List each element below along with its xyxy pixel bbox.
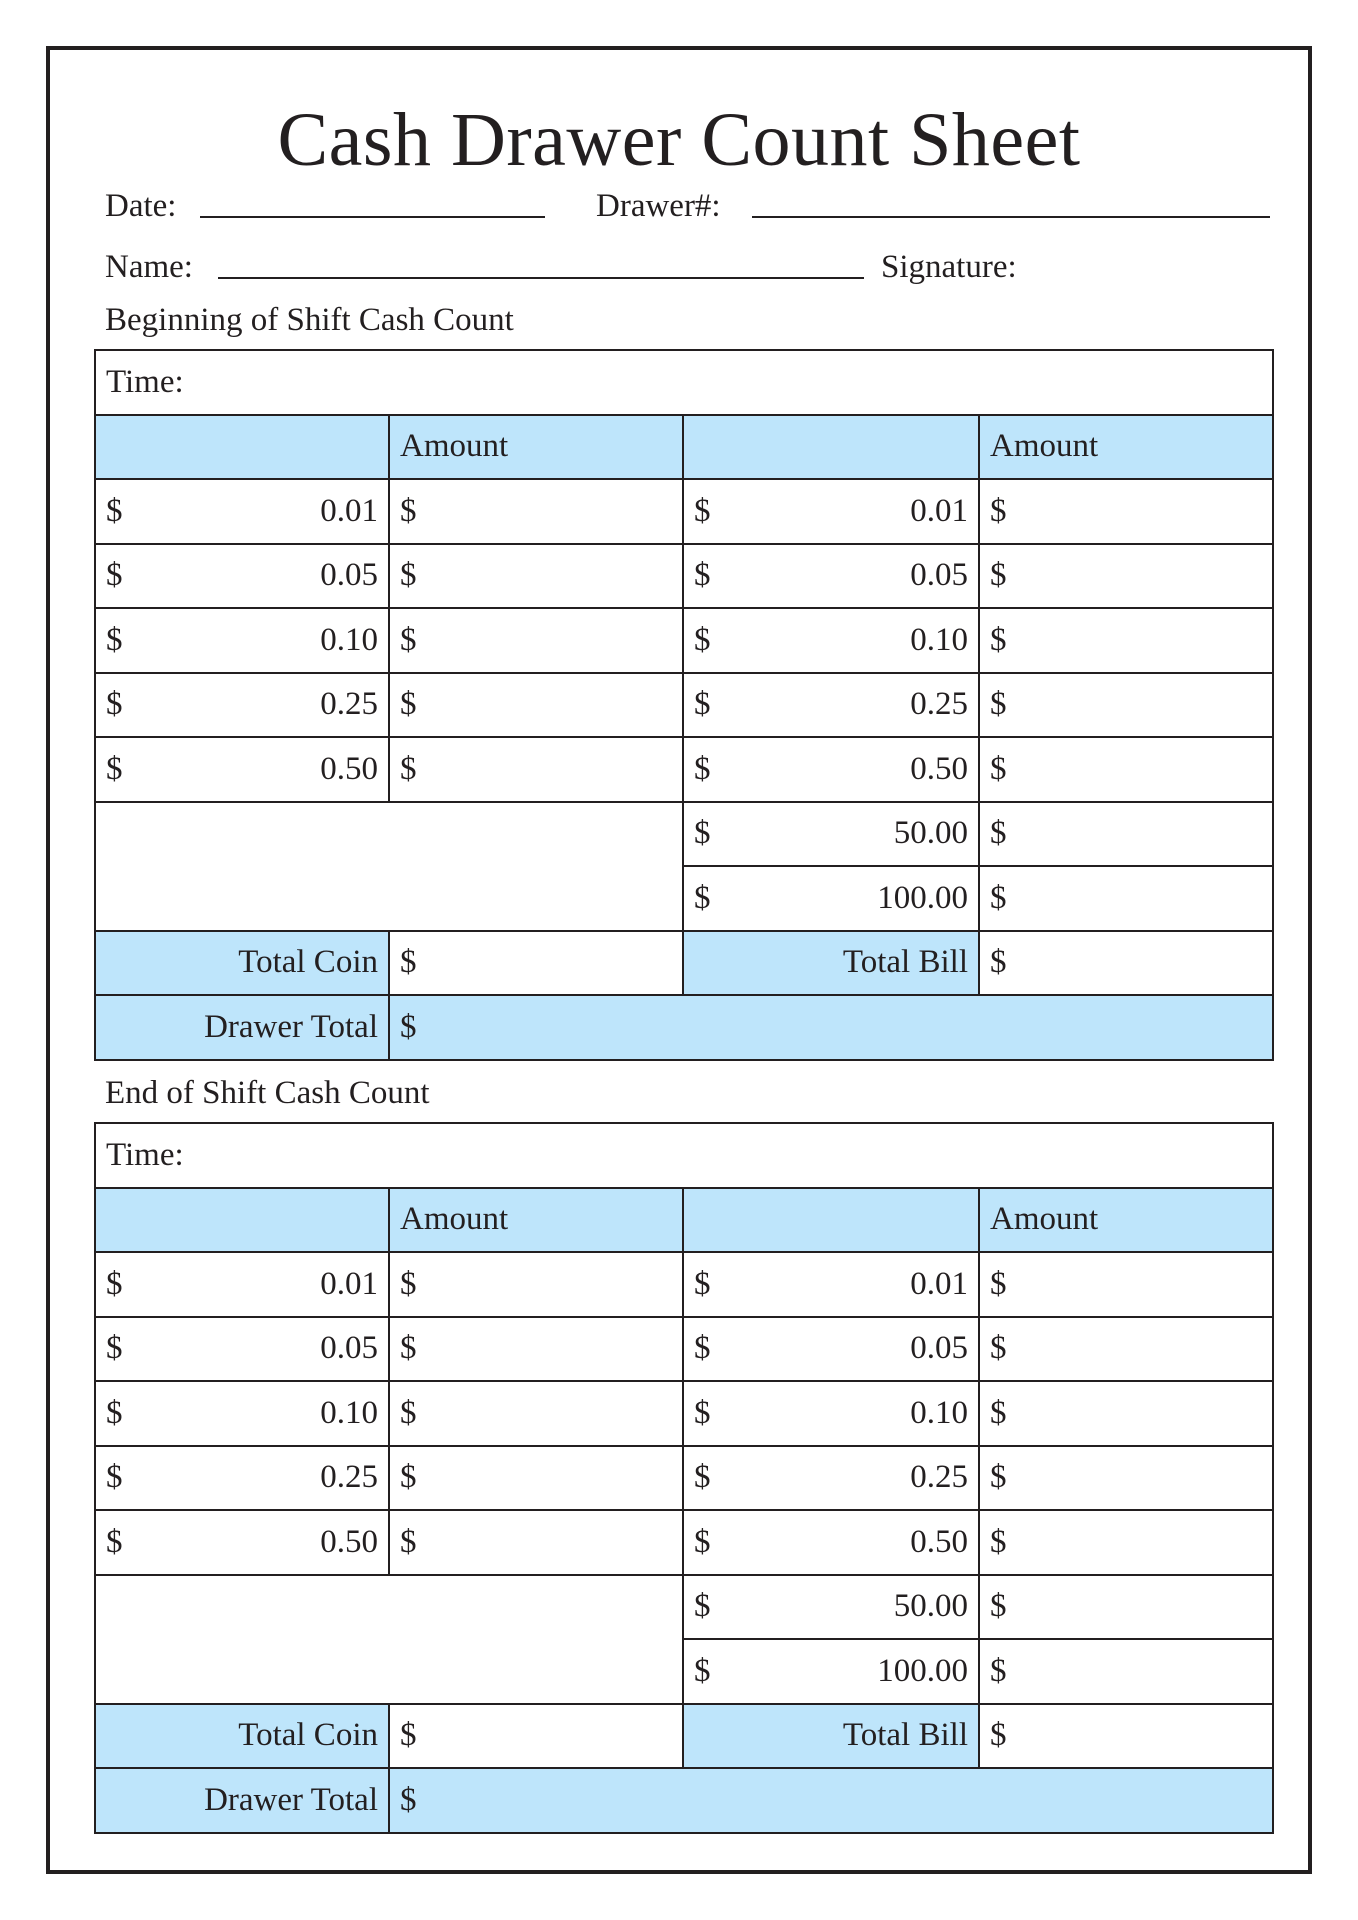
total-coin-label: Total Coin: [238, 1717, 378, 1754]
drawer-total-label: Drawer Total: [204, 1008, 378, 1045]
coin-denomination-value: 0.50: [320, 1523, 378, 1560]
bill-denomination-value: 0.25: [910, 1459, 968, 1496]
currency-symbol: $: [694, 1459, 711, 1496]
total-coin-amount-cell[interactable]: [389, 1704, 683, 1769]
totals-row: [95, 1704, 1273, 1769]
coin-denomination-cell: [95, 608, 389, 673]
currency-symbol: $: [990, 686, 1007, 723]
coin-amount-cell[interactable]: [389, 479, 683, 544]
total-bill-amount-cell[interactable]: [979, 931, 1273, 996]
bill-denomination-cell: [683, 1639, 979, 1704]
bill-denomination-cell: [683, 866, 979, 931]
total-bill-label: Total Bill: [842, 944, 968, 981]
name-label: Name:: [105, 249, 193, 285]
coin-denomination-cell: [95, 544, 389, 609]
cash-count-table-end: [94, 1122, 1274, 1834]
bill-denomination-value: 100.00: [877, 879, 968, 916]
bill-denomination-cell: [683, 1317, 979, 1382]
bill-denomination-value: 0.25: [910, 686, 968, 723]
empty-coin-area: [95, 1575, 683, 1704]
currency-symbol: $: [106, 1265, 123, 1302]
page-title: Cash Drawer Count Sheet: [277, 98, 1081, 182]
bill-denomination-value: 0.10: [910, 621, 968, 658]
coin-denomination-cell: [95, 1317, 389, 1382]
date-field[interactable]: [200, 216, 545, 218]
header-row: [95, 1188, 1273, 1253]
bill-denomination-cell: [683, 1446, 979, 1511]
coin-amount-cell[interactable]: [389, 1510, 683, 1575]
currency-symbol: $: [106, 1330, 123, 1367]
coin-denomination-value: 0.05: [320, 1330, 378, 1367]
currency-symbol: $: [400, 1717, 417, 1754]
currency-symbol: $: [106, 557, 123, 594]
date-label: Date:: [105, 188, 177, 224]
bill-amount-cell[interactable]: [979, 544, 1273, 609]
currency-symbol: $: [990, 1265, 1007, 1302]
currency-symbol: $: [400, 686, 417, 723]
currency-symbol: $: [694, 621, 711, 658]
bill-amount-cell[interactable]: [979, 1317, 1273, 1382]
table-row: [95, 737, 1273, 802]
bill-amount-cell[interactable]: [979, 608, 1273, 673]
currency-symbol: $: [106, 750, 123, 787]
denomination-header-coins: [95, 1188, 389, 1253]
currency-symbol: $: [400, 492, 417, 529]
table-row: [95, 1252, 1273, 1317]
denomination-header-coins: [95, 415, 389, 480]
signature-label: Signature:: [881, 249, 1017, 285]
currency-symbol: $: [106, 621, 123, 658]
bill-amount-cell[interactable]: [979, 1446, 1273, 1511]
drawer-number-field[interactable]: [752, 216, 1270, 218]
coin-amount-cell[interactable]: [389, 544, 683, 609]
currency-symbol: $: [990, 879, 1007, 916]
bill-amount-cell[interactable]: [979, 479, 1273, 544]
amount-header-label: Amount: [400, 428, 509, 465]
table-row: [95, 544, 1273, 609]
section-title-end: End of Shift Cash Count: [105, 1075, 430, 1111]
currency-symbol: $: [990, 557, 1007, 594]
currency-symbol: $: [694, 1394, 711, 1431]
currency-symbol: $: [106, 1523, 123, 1560]
currency-symbol: $: [400, 1523, 417, 1560]
bill-amount-cell[interactable]: [979, 1575, 1273, 1640]
drawer-total-row: [95, 995, 1273, 1060]
coin-denomination-cell: [95, 1446, 389, 1511]
coin-amount-cell[interactable]: [389, 1381, 683, 1446]
bill-amount-cell[interactable]: [979, 866, 1273, 931]
denomination-header-bills: [683, 1188, 979, 1253]
bill-denomination-value: 0.10: [910, 1394, 968, 1431]
coin-denomination-value: 0.10: [320, 1394, 378, 1431]
bill-amount-cell[interactable]: [979, 1381, 1273, 1446]
total-bill-label: Total Bill: [842, 1717, 968, 1754]
bill-amount-cell[interactable]: [979, 802, 1273, 867]
time-cell[interactable]: [95, 350, 1273, 415]
bill-denomination-value: 0.05: [910, 557, 968, 594]
drawer-total-label-cell: [95, 995, 389, 1060]
currency-symbol: $: [990, 815, 1007, 852]
currency-symbol: $: [990, 1330, 1007, 1367]
currency-symbol: $: [106, 686, 123, 723]
denomination-header-bills: [683, 415, 979, 480]
coin-denomination-value: 0.01: [320, 492, 378, 529]
currency-symbol: $: [694, 1523, 711, 1560]
bill-denomination-value: 0.50: [910, 1523, 968, 1560]
bill-amount-cell[interactable]: [979, 1252, 1273, 1317]
bill-amount-cell[interactable]: [979, 673, 1273, 738]
currency-symbol: $: [990, 1459, 1007, 1496]
coin-amount-cell[interactable]: [389, 737, 683, 802]
coin-denomination-cell: [95, 1252, 389, 1317]
coin-denomination-value: 0.01: [320, 1265, 378, 1302]
coin-denomination-cell: [95, 673, 389, 738]
currency-symbol: $: [400, 1781, 417, 1818]
time-label: Time:: [106, 1136, 184, 1173]
currency-symbol: $: [990, 492, 1007, 529]
coin-denomination-value: 0.25: [320, 686, 378, 723]
bill-denomination-cell: [683, 1575, 979, 1640]
drawer-label: Drawer#:: [596, 188, 721, 224]
table-row: [95, 608, 1273, 673]
amount-header-bills: [979, 1188, 1273, 1253]
time-label: Time:: [106, 363, 184, 400]
drawer-total-row: [95, 1768, 1273, 1833]
cash-count-table-beginning: [94, 349, 1274, 1061]
table-row: [95, 1446, 1273, 1511]
time-row: [95, 350, 1273, 415]
bill-denomination-cell: [683, 544, 979, 609]
currency-symbol: $: [990, 621, 1007, 658]
bill-denomination-value: 100.00: [877, 1652, 968, 1689]
bill-denomination-cell: [683, 1381, 979, 1446]
currency-symbol: $: [694, 879, 711, 916]
bill-denomination-cell: [683, 673, 979, 738]
bill-denomination-value: 0.05: [910, 1330, 968, 1367]
coin-amount-cell[interactable]: [389, 1317, 683, 1382]
table-row: [95, 1575, 1273, 1640]
total-bill-label-cell: [683, 931, 979, 996]
currency-symbol: $: [400, 621, 417, 658]
currency-symbol: $: [400, 1394, 417, 1431]
section-title-beginning: Beginning of Shift Cash Count: [105, 302, 514, 338]
bill-amount-cell[interactable]: [979, 737, 1273, 802]
total-bill-label-cell: [683, 1704, 979, 1769]
currency-symbol: $: [106, 1394, 123, 1431]
currency-symbol: $: [106, 492, 123, 529]
coin-denomination-value: 0.05: [320, 557, 378, 594]
amount-header-label: Amount: [400, 1201, 509, 1238]
currency-symbol: $: [400, 557, 417, 594]
total-coin-label-cell: [95, 1704, 389, 1769]
currency-symbol: $: [694, 750, 711, 787]
amount-header-coins: [389, 1188, 683, 1253]
bill-denomination-value: 50.00: [893, 815, 968, 852]
coin-denomination-value: 0.10: [320, 621, 378, 658]
drawer-total-amount-cell[interactable]: [389, 1768, 1273, 1833]
currency-symbol: $: [694, 1652, 711, 1689]
coin-denomination-cell: [95, 1510, 389, 1575]
currency-symbol: $: [990, 1717, 1007, 1754]
total-coin-label-cell: [95, 931, 389, 996]
bill-denomination-cell: [683, 479, 979, 544]
bill-denomination-cell: [683, 608, 979, 673]
amount-header-bills: [979, 415, 1273, 480]
currency-symbol: $: [990, 1652, 1007, 1689]
currency-symbol: $: [400, 944, 417, 981]
coin-amount-cell[interactable]: [389, 1446, 683, 1511]
coin-amount-cell[interactable]: [389, 673, 683, 738]
currency-symbol: $: [694, 686, 711, 723]
table-row: [95, 1510, 1273, 1575]
bill-denomination-value: 0.01: [910, 1265, 968, 1302]
coin-denomination-cell: [95, 479, 389, 544]
coin-denomination-value: 0.25: [320, 1459, 378, 1496]
totals-row: [95, 931, 1273, 996]
currency-symbol: $: [694, 815, 711, 852]
total-coin-amount-cell[interactable]: [389, 931, 683, 996]
table-row: [95, 1317, 1273, 1382]
coin-amount-cell[interactable]: [389, 608, 683, 673]
coin-denomination-cell: [95, 1381, 389, 1446]
drawer-total-label: Drawer Total: [204, 1781, 378, 1818]
currency-symbol: $: [400, 1008, 417, 1045]
currency-symbol: $: [400, 1330, 417, 1367]
bill-denomination-value: 50.00: [893, 1588, 968, 1625]
time-row: [95, 1123, 1273, 1188]
name-field[interactable]: [218, 277, 864, 279]
currency-symbol: $: [990, 944, 1007, 981]
currency-symbol: $: [990, 1394, 1007, 1431]
header-row: [95, 415, 1273, 480]
table-row: [95, 673, 1273, 738]
amount-header-label: Amount: [990, 1201, 1099, 1238]
bill-denomination-cell: [683, 1252, 979, 1317]
currency-symbol: $: [694, 1588, 711, 1625]
currency-symbol: $: [400, 750, 417, 787]
bill-amount-cell[interactable]: [979, 1639, 1273, 1704]
table-row: [95, 479, 1273, 544]
total-coin-label: Total Coin: [238, 944, 378, 981]
coin-denomination-value: 0.50: [320, 750, 378, 787]
time-cell[interactable]: [95, 1123, 1273, 1188]
currency-symbol: $: [990, 750, 1007, 787]
coin-denomination-cell: [95, 737, 389, 802]
drawer-total-amount-cell[interactable]: [389, 995, 1273, 1060]
empty-coin-area: [95, 802, 683, 931]
bill-denomination-cell: [683, 1510, 979, 1575]
bill-denomination-value: 0.01: [910, 492, 968, 529]
bill-amount-cell[interactable]: [979, 1510, 1273, 1575]
coin-amount-cell[interactable]: [389, 1252, 683, 1317]
amount-header-label: Amount: [990, 428, 1099, 465]
currency-symbol: $: [990, 1588, 1007, 1625]
currency-symbol: $: [106, 1459, 123, 1496]
bill-denomination-value: 0.50: [910, 750, 968, 787]
currency-symbol: $: [400, 1459, 417, 1496]
currency-symbol: $: [694, 492, 711, 529]
currency-symbol: $: [694, 1265, 711, 1302]
currency-symbol: $: [400, 1265, 417, 1302]
table-row: [95, 1381, 1273, 1446]
currency-symbol: $: [990, 1523, 1007, 1560]
amount-header-coins: [389, 415, 683, 480]
bill-denomination-cell: [683, 737, 979, 802]
drawer-total-label-cell: [95, 1768, 389, 1833]
total-bill-amount-cell[interactable]: [979, 1704, 1273, 1769]
bill-denomination-cell: [683, 802, 979, 867]
currency-symbol: $: [694, 1330, 711, 1367]
table-row: [95, 802, 1273, 867]
currency-symbol: $: [694, 557, 711, 594]
